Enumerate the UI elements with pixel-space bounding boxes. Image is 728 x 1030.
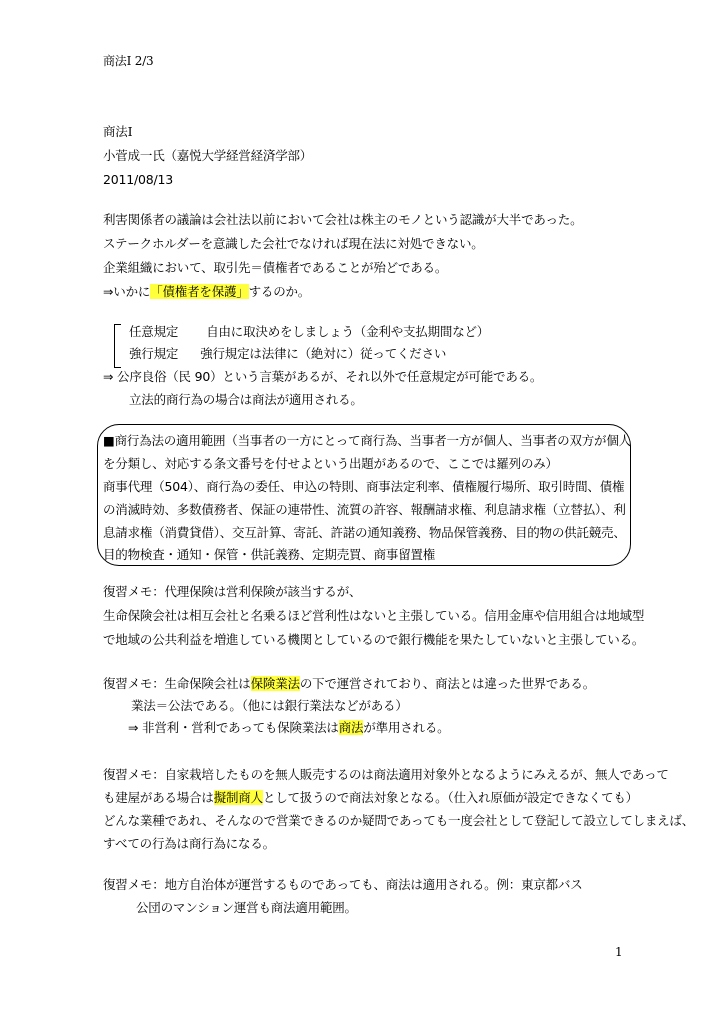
memo2-line-2: 業法＝公法である。（他には銀行業法などがある） <box>131 698 408 713</box>
highlight-deemed-merchant: 擬制商人 <box>213 790 263 805</box>
box-line-1: ■商行為法の適用範囲（当事者の一方にとって商行為、当事者一方が個人、当事者の双方が個人 <box>103 433 631 448</box>
box-line-3: 商事代理（504）、商行為の委任、申込の特則、商事法定利率、債権履行場所、取引時間、債権 <box>103 479 625 494</box>
memo4-line-2: 公団のマンション運営も商法適用範囲。 <box>136 900 357 915</box>
rule-mandatory <box>129 346 446 362</box>
memo4-line-1: 復習メモ：地方自治体が運営するものであっても、商法は適用される。例：東京都バス <box>103 877 583 892</box>
lecturer-line: 小菅成一氏（嘉悦大学経営経済学部） <box>103 148 313 163</box>
intro-arrow-text: ⇒いかに <box>103 284 151 299</box>
memo2-line-3 <box>128 720 449 736</box>
rule-mandatory-desc: 強行規定は法律に（絶対に）従ってください <box>200 346 447 361</box>
memo1-line-1: 復習メモ：代理保険は営利保険が該当するが、 <box>103 584 362 599</box>
legislative-note: 立法的商行為の場合は商法が適用される。 <box>129 392 363 407</box>
highlight-creditor-protection: 「債権者を保護」 <box>150 284 249 299</box>
memo3-suffix: として扱うので商法対象となる。（仕入れ原価が設定できなくても） <box>262 790 638 805</box>
rule-optional-name: 任意規定 <box>129 324 179 339</box>
box-line-2: を分類し、対応する条文番号を付せよという出題があるので、ここでは羅列のみ） <box>103 456 558 471</box>
intro-paragraph-4 <box>103 284 310 300</box>
intro-paragraph-2: ステークホルダーを意識した会社でなければ現在法に対処できない。 <box>103 236 484 251</box>
rules-bracket <box>114 324 121 368</box>
memo3-line-1: 復習メモ：自家栽培したものを無人販売するのは商法適用対象外となるようにみえるが、無人であって <box>103 767 669 782</box>
rule-optional-desc: 自由に取決めをしましょう（金利や支払期間など） <box>206 324 490 339</box>
course-title: 商法Ⅰ <box>103 124 133 139</box>
intro-tail-text: するのか。 <box>248 284 311 299</box>
rule-mandatory-name: 強行規定 <box>129 346 179 361</box>
memo2-prefix: 復習メモ：生命保険会社は <box>103 676 251 691</box>
memo1-line-3: で地域の公共利益を増進している機関としているので銀行機能を果たしていないと主張している。 <box>103 632 645 647</box>
box-line-6: 目的物検査・通知・保管・供託義務、定期売買、商事留置権 <box>103 547 436 562</box>
page-number: 1 <box>615 945 623 959</box>
memo2-suffix: の下で運営されており、商法とは違った世界である。 <box>299 676 596 691</box>
memo3-prefix: も建屋がある場合は <box>103 790 214 805</box>
memo3-line-2 <box>103 790 638 806</box>
intro-paragraph-1: 利害関係者の議論は会社法以前において会社は株主のモノという認識が大半であった。 <box>103 212 583 227</box>
memo2-arrow-text: ⇒ 非営利・営利であっても保険業法は <box>128 720 339 735</box>
page-header: 商法Ⅰ 2/3 <box>103 54 154 68</box>
public-order-note: ⇒ 公序良俗（民 90）という言葉があるが、それ以外で任意規定が可能である。 <box>103 369 543 384</box>
box-line-4: の消滅時効、多数債務者、保証の連帯性、流質の許容、報酬請求権、利息請求権（立替払）、利 <box>103 502 626 517</box>
memo2-arrow-tail: が準用される。 <box>363 720 450 735</box>
rule-optional <box>129 324 489 340</box>
box-line-5: 息請求権（消費貸借）、交互計算、寄託、許諾の通知義務、物品保管義務、目的物の供託競売、 <box>103 525 626 540</box>
memo1-line-2: 生命保険会社は相互会社と名乗るほど営利性はないと主張している。信用金庫や信用組合は地域型 <box>103 608 645 623</box>
intro-paragraph-3: 企業組織において、取引先＝債権者であることが殆どである。 <box>103 260 448 275</box>
memo3-line-4: すべての行為は商行為になる。 <box>103 836 275 851</box>
memo2-line-1 <box>103 676 595 692</box>
highlight-insurance-business-act: 保険業法 <box>250 676 300 691</box>
date-line: 2011/08/13 <box>103 172 174 187</box>
memo3-line-3: どんな業種であれ、そんなので営業できるのか疑問であっても一度会社として登記して設立してしまえば、 <box>103 813 695 828</box>
highlight-commercial-law: 商法 <box>338 720 364 735</box>
